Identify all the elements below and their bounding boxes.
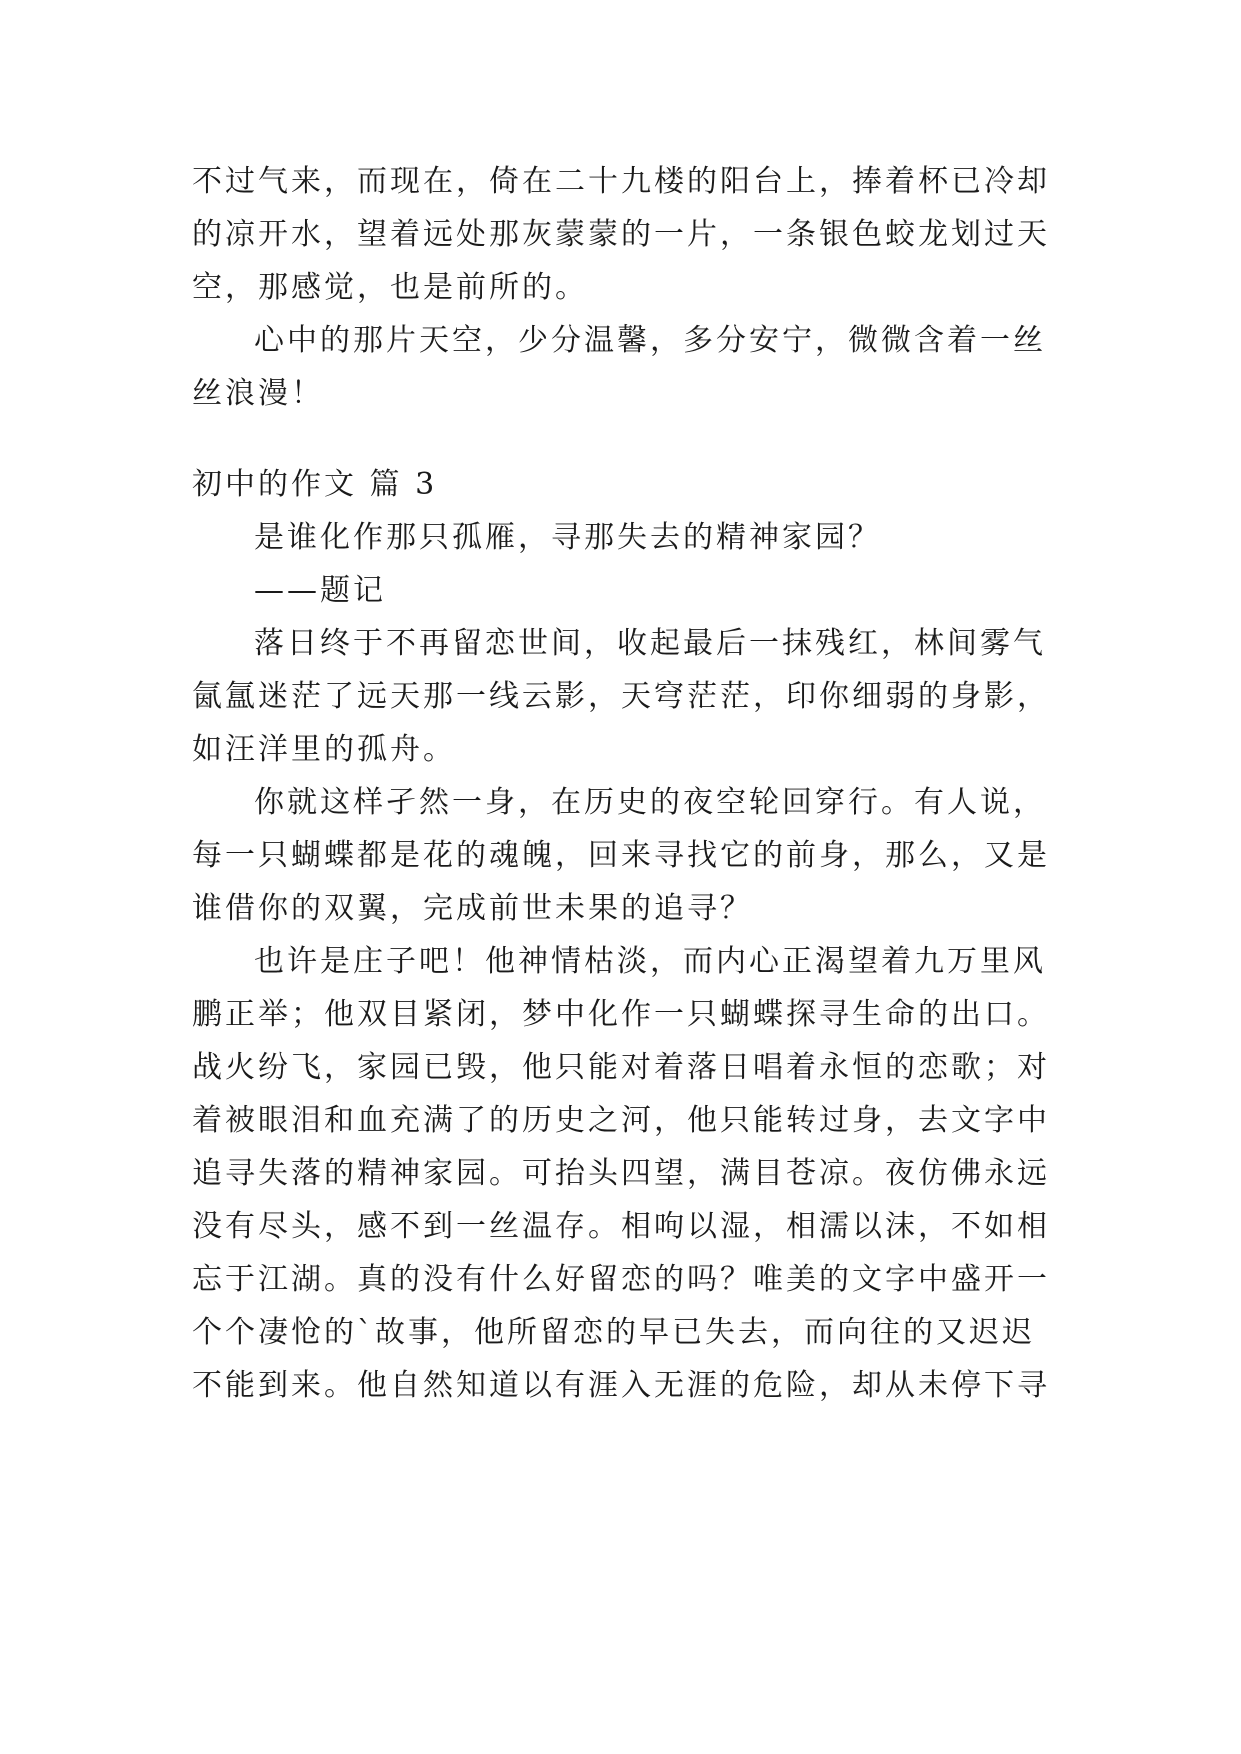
paragraph-line: 谁借你的双翼，完成前世未果的追寻？ <box>192 891 753 926</box>
paragraph-line: 你就这样孑然一身，在历史的夜空轮回穿行。有人说， <box>254 785 1046 820</box>
section-heading: 初中的作文 篇 3 <box>192 467 438 502</box>
paragraph-line: 每一只蝴蝶都是花的魂魄，回来寻找它的前身，那么，又是 <box>192 838 1050 873</box>
epigraph-attribution: ——题记 <box>254 573 386 608</box>
paragraph-line: 落日终于不再留恋世间，收起最后一抹残红，林间雾气 <box>254 626 1046 661</box>
paragraph-line: 追寻失落的精神家园。可抬头四望，满目苍凉。夜仿佛永远 <box>192 1156 1050 1191</box>
paragraph-line: 空，那感觉，也是前所的。 <box>192 270 588 305</box>
paragraph-line: 鹏正举；他双目紧闭，梦中化作一只蝴蝶探寻生命的出口。 <box>192 997 1050 1032</box>
paragraph-line: 丝浪漫！ <box>192 376 324 411</box>
paragraph-line: 忘于江湖。真的没有什么好留恋的吗？唯美的文字中盛开一 <box>192 1262 1050 1297</box>
paragraph-line: 的凉开水，望着远处那灰蒙蒙的一片，一条银色蛟龙划过天 <box>192 217 1050 252</box>
paragraph-line: 着被眼泪和血充满了的历史之河，他只能转过身，去文字中 <box>192 1103 1050 1138</box>
paragraph-line: 心中的那片天空，少分温馨，多分安宁，微微含着一丝 <box>254 323 1046 358</box>
paragraph-line: 氤氲迷茫了远天那一线云影，天穹茫茫，印你细弱的身影， <box>192 679 1050 714</box>
paragraph-line: 如汪洋里的孤舟。 <box>192 732 456 767</box>
paragraph-line: 没有尽头，感不到一丝温存。相呴以湿，相濡以沫，不如相 <box>192 1209 1050 1244</box>
epigraph-line: 是谁化作那只孤雁，寻那失去的精神家园？ <box>254 520 881 555</box>
paragraph-line: 不过气来，而现在，倚在二十九楼的阳台上，捧着杯已冷却 <box>192 164 1050 199</box>
paragraph-line: 也许是庄子吧！他神情枯淡，而内心正渴望着九万里风 <box>254 944 1046 979</box>
paragraph-line: 个个凄怆的`故事，他所留恋的早已失去，而向往的又迟迟 <box>192 1315 1035 1350</box>
paragraph-line: 不能到来。他自然知道以有涯入无涯的危险，却从未停下寻 <box>192 1368 1050 1403</box>
paragraph-line: 战火纷飞，家园已毁，他只能对着落日唱着永恒的恋歌；对 <box>192 1050 1050 1085</box>
